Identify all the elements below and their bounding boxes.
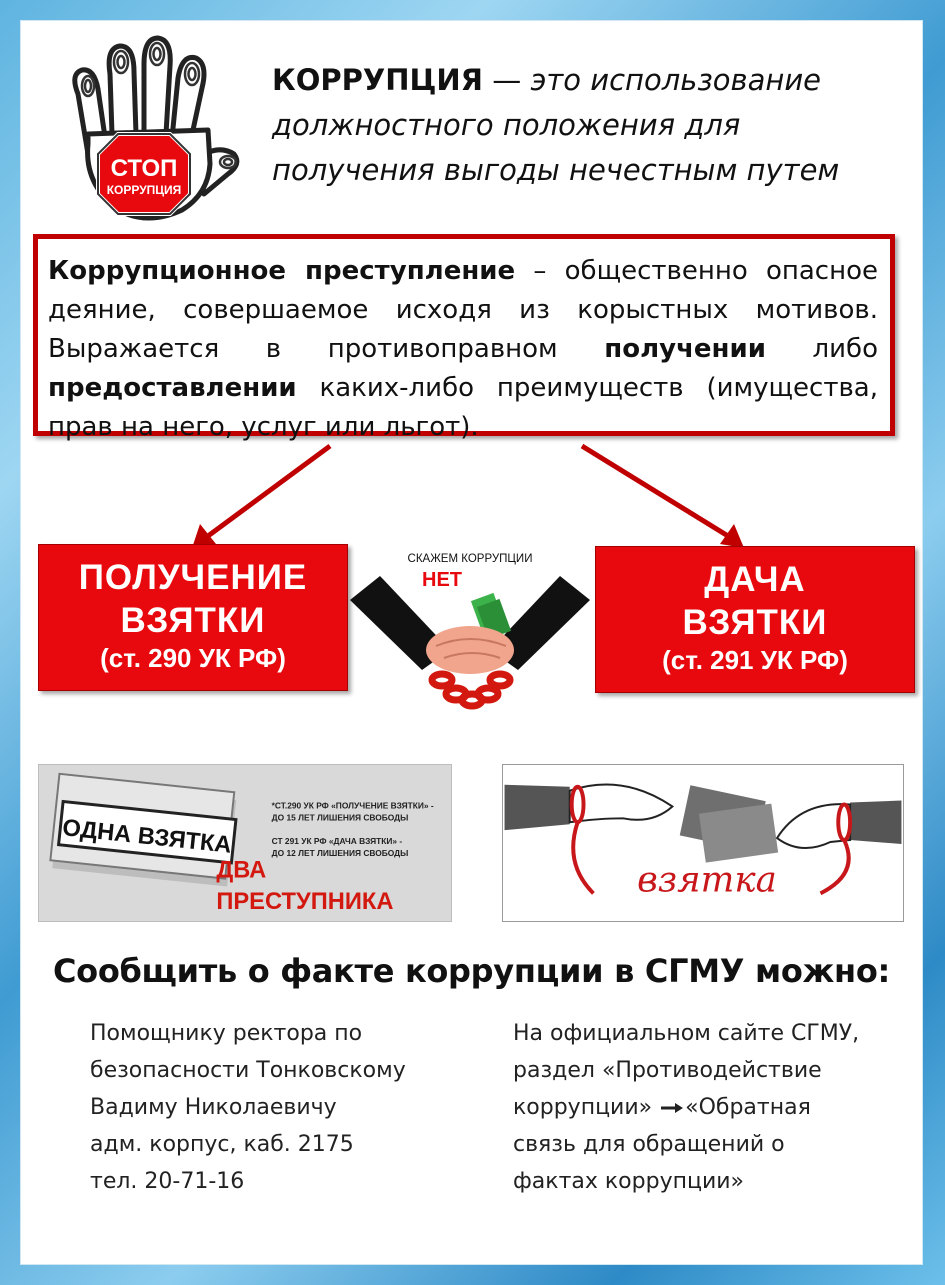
contact-left-line2: безопасности Тонковскому	[90, 1058, 406, 1083]
logo-stop-text: СТОП	[110, 155, 178, 182]
criminals-text: ПРЕСТУПНИКА	[216, 889, 394, 916]
receiving-line1: ПОЛУЧЕНИЕ	[78, 558, 308, 597]
bribe-word: взятка	[637, 859, 777, 901]
giving-bribe-box	[595, 546, 915, 693]
arrow-right-icon	[659, 1101, 685, 1115]
contact-right-line3b: «Обратная	[685, 1095, 811, 1120]
contact-right-line1: На официальном сайте СГМУ,	[513, 1021, 860, 1046]
stop-corruption-hand-logo	[48, 34, 248, 224]
report-heading: Сообщить о факте коррупции в СГМУ можно:	[52, 952, 891, 990]
corruption-definition	[272, 58, 912, 193]
contact-left-line4: адм. корпус, каб. 2175	[90, 1132, 354, 1157]
crime-term: Коррупционное преступление	[48, 256, 516, 286]
contact-right-line5: фактах коррупции»	[513, 1169, 744, 1194]
bribe-handcuffs-illustration	[502, 764, 904, 922]
contact-right-line2: раздел «Противодействие	[513, 1058, 822, 1083]
giving-line2: ВЗЯТКИ	[682, 603, 828, 642]
giving-line1: ДАЧА	[704, 560, 806, 599]
say-no-word: НЕТ	[422, 569, 462, 591]
rector-assistant-contact	[90, 1015, 470, 1200]
say-no-caption: СКАЖЕМ КОРРУПЦИИ	[407, 553, 533, 565]
article-290-line2: ДО 15 ЛЕТ ЛИШЕНИЯ СВОБОДЫ	[271, 812, 409, 823]
crime-text-1: – общественно опасное деяние, совершаемое исходя из корыстных мотивов. Выражается в противоправном	[48, 256, 879, 364]
receiving-line2: ВЗЯТКИ	[120, 601, 266, 640]
receiving-article: (ст. 290 УК РФ)	[100, 643, 286, 673]
contact-left-line1: Помощнику ректора по	[90, 1021, 363, 1046]
article-291-line2: ДО 12 ЛЕТ ЛИШЕНИЯ СВОБОДЫ	[271, 847, 409, 858]
crime-providing: предоставлении	[48, 373, 297, 403]
contact-right-line3a: коррупции»	[513, 1095, 653, 1120]
logo-corruption-text: КОРРУПЦИЯ	[106, 183, 182, 197]
crime-receiving: получении	[604, 334, 766, 364]
definition-dash: —	[483, 63, 531, 97]
crime-text-2: либо	[765, 334, 878, 364]
one-bribe-text: ОДНА ВЗЯТКА	[61, 815, 233, 859]
website-contact	[513, 1015, 913, 1200]
article-291-line1: СТ 291 УК РФ «ДАЧА ВЗЯТКИ» -	[271, 835, 403, 846]
two-text: ДВА	[216, 857, 267, 884]
contact-left-phone: тел. 20-71-16	[90, 1169, 245, 1194]
article-290-line1: *СТ.290 УК РФ «ПОЛУЧЕНИЕ ВЗЯТКИ» -	[271, 800, 434, 811]
contact-right-line3	[513, 1089, 913, 1126]
handshake-illustration	[350, 540, 590, 716]
corruption-crime-box	[33, 234, 895, 442]
definition-term: КОРРУПЦИЯ	[272, 63, 484, 97]
receiving-bribe-box	[38, 544, 348, 691]
definition-text: это использование должностного положения для получения выгоды нечестным путем	[272, 63, 840, 187]
one-bribe-two-criminals-banner	[38, 764, 452, 922]
poster	[20, 20, 923, 1265]
crime-text-3: каких-либо преимуществ (имущества, прав на него, услуг или льгот).	[48, 373, 878, 442]
giving-article: (ст. 291 УК РФ)	[662, 645, 848, 675]
contact-left-line3: Вадиму Николаевичу	[90, 1095, 337, 1120]
contact-right-line4: связь для обращений о	[513, 1132, 785, 1157]
